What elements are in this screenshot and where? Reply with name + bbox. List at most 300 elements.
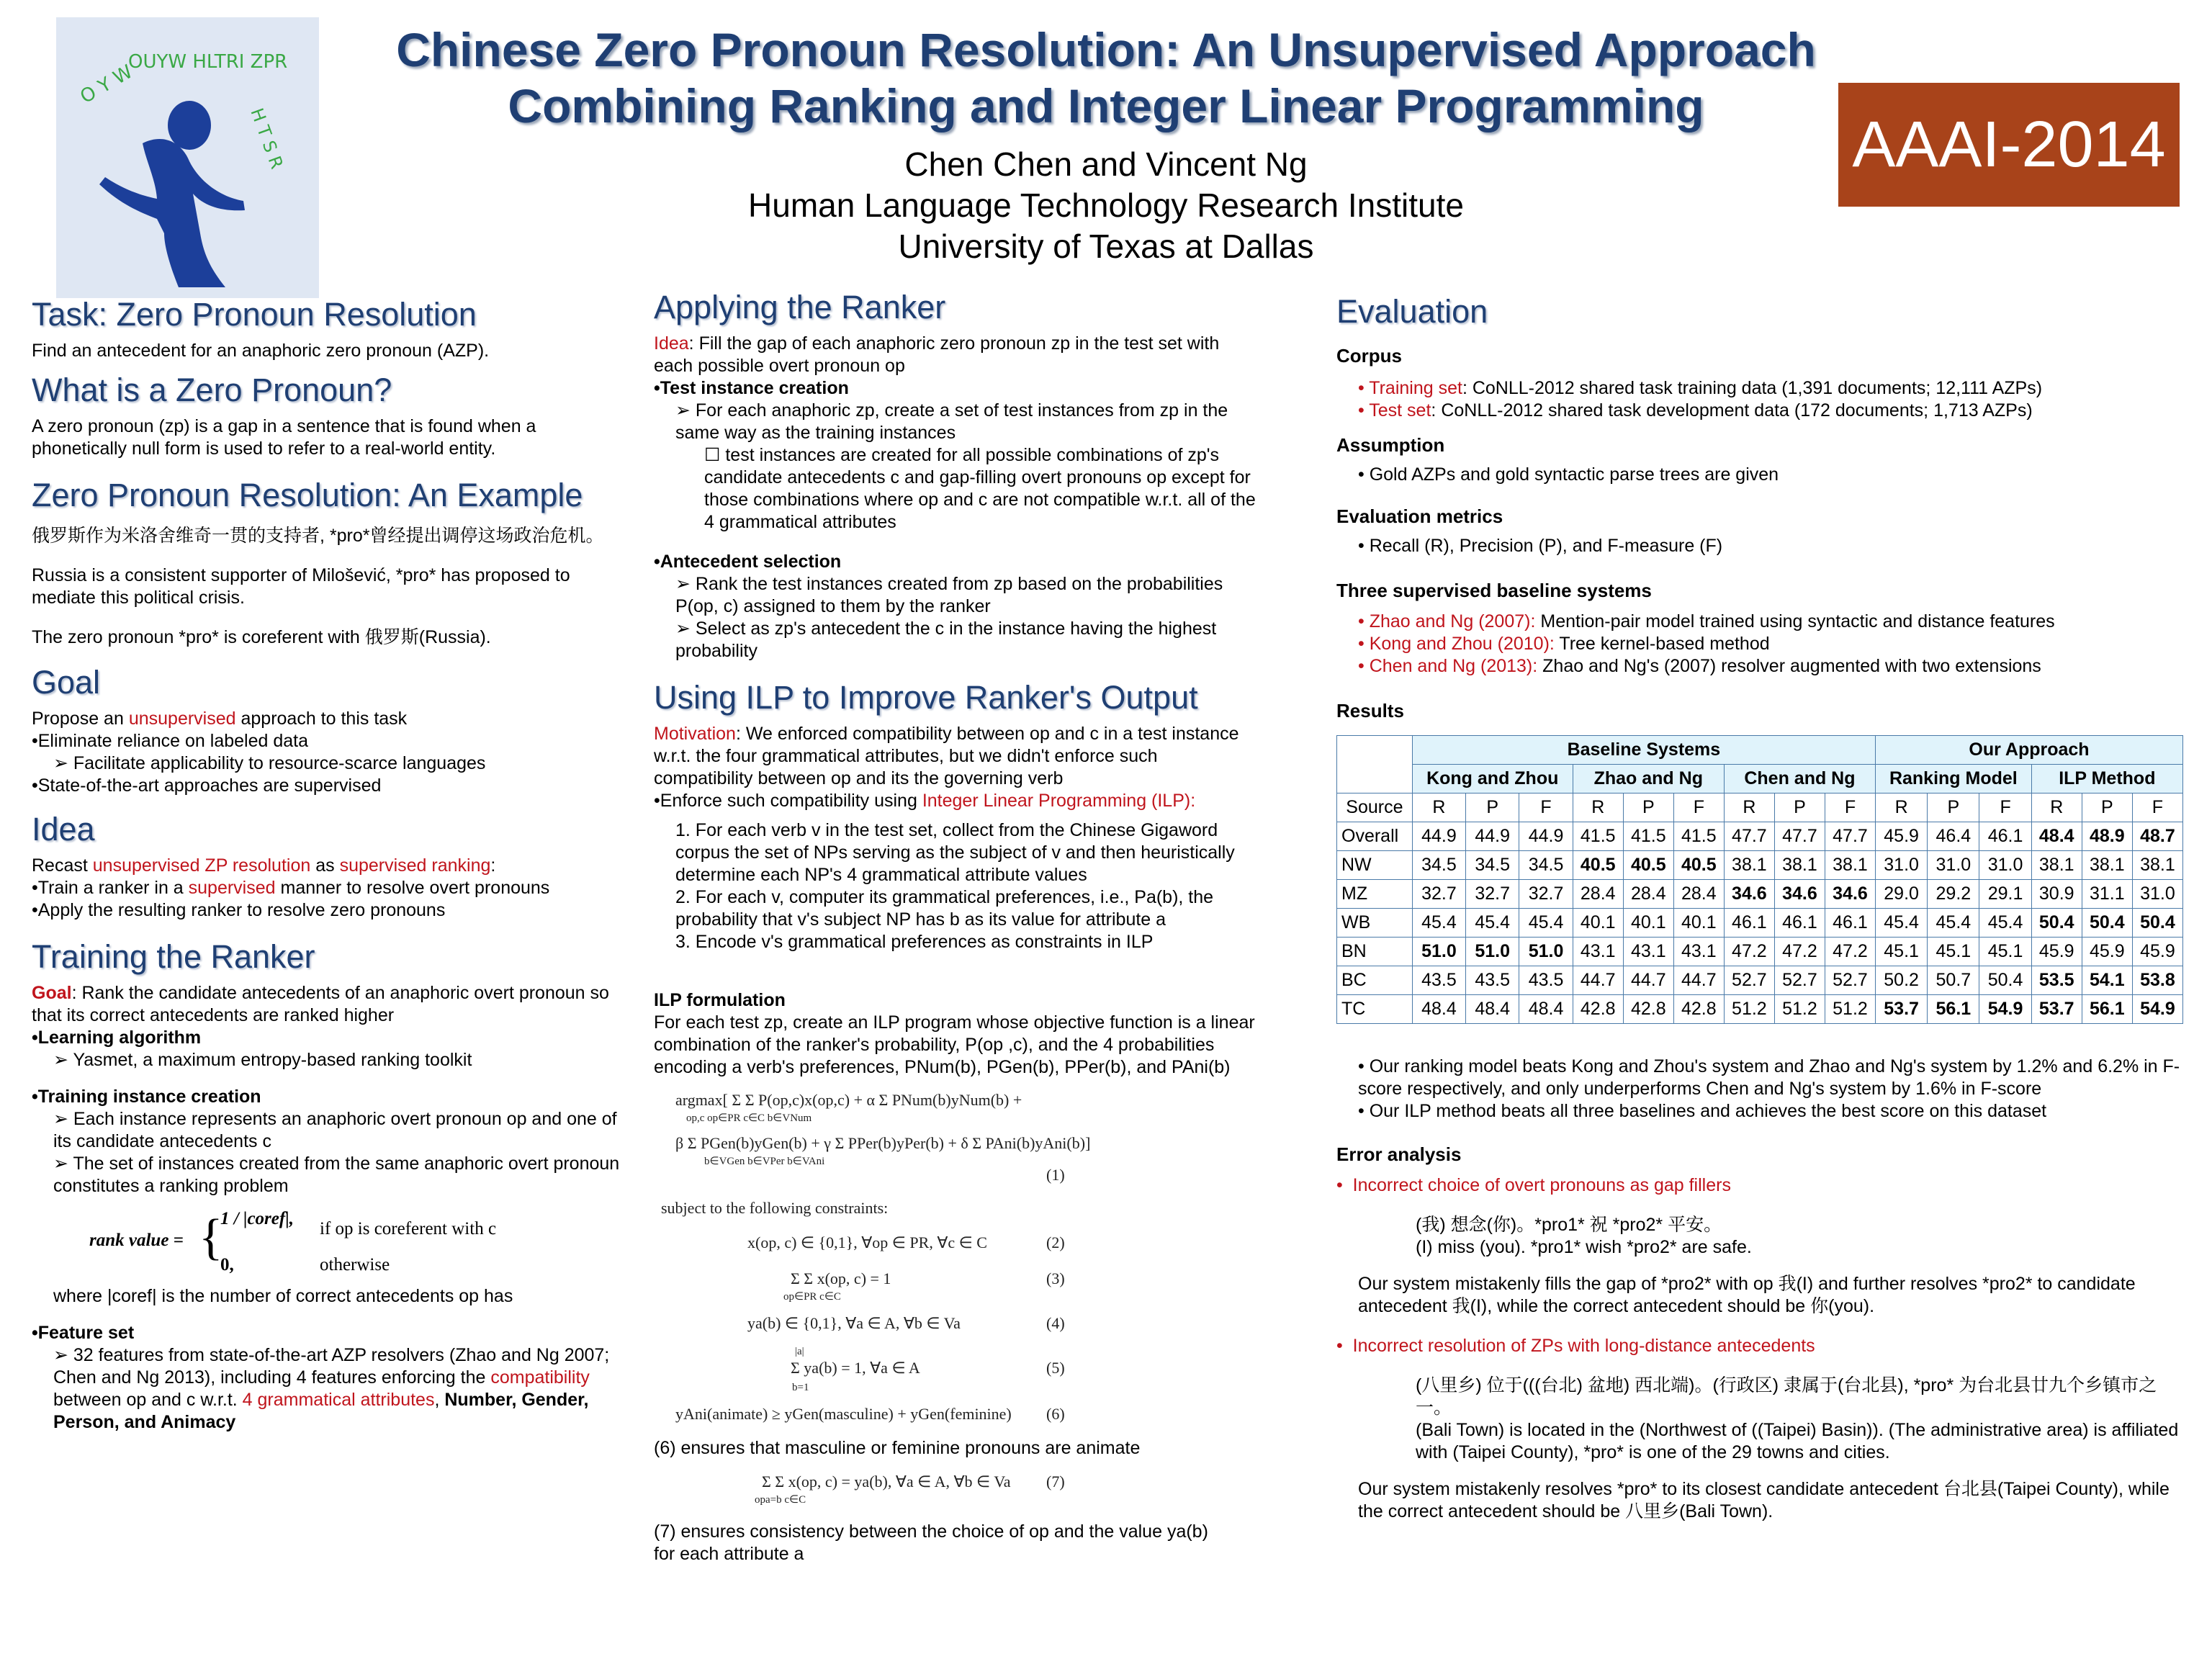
metric-header: P	[1623, 793, 1673, 822]
value-cell: 38.1	[1825, 851, 1875, 880]
value-cell: 42.8	[1673, 995, 1724, 1024]
feature-heading: •Feature set	[32, 1323, 135, 1343]
value-cell: 43.1	[1573, 938, 1623, 966]
source-header: Source	[1337, 793, 1413, 822]
value-cell: 46.1	[1724, 909, 1774, 938]
logo-letters: OUYW HLTRI ZPR	[128, 51, 288, 73]
source-cell: MZ	[1337, 880, 1413, 909]
value-cell: 50.4	[2082, 909, 2132, 938]
idea-mid: as	[310, 855, 340, 876]
value-cell: 45.9	[2031, 938, 2082, 966]
value-cell: 45.4	[1519, 909, 1573, 938]
goal-bullet-1: •Eliminate reliance on labeled data	[32, 731, 308, 751]
ilp-equations	[654, 1089, 1259, 1650]
metric-header: R	[1573, 793, 1623, 822]
idea-bullet-1	[32, 877, 622, 899]
test-instance-item-2-text: test instances are created for all possible combinations of zp's candidate antecedents c and gap-filling overt pronouns op except for those combinations where op and c are not compatible w.r.t. all of the 4 grammatical attributes	[704, 445, 1256, 532]
value-cell: 31.0	[1979, 851, 2031, 880]
table-row	[1337, 909, 2183, 938]
feature-red-2: 4 grammatical attributes	[242, 1390, 435, 1410]
value-cell: 51.2	[1774, 995, 1825, 1024]
corpus-heading: Corpus	[1336, 345, 1402, 367]
constraint-3: Σ Σ x(op, c) = 1	[791, 1269, 891, 1287]
training-heading: Training the Ranker	[32, 938, 315, 975]
value-cell: 47.2	[1774, 938, 1825, 966]
objective-line-1-sub: op,c op∈PR c∈C b∈VNum	[686, 1112, 812, 1124]
metric-header: P	[1928, 793, 1979, 822]
rank-cond-1: if op is coreferent with c	[320, 1219, 497, 1238]
objective-line-2-sub: b∈VGen b∈VPer b∈VAni	[704, 1156, 825, 1167]
metric-header: P	[1466, 793, 1519, 822]
objective-line-2: β Σ PGen(b)yGen(b) + γ Σ PPer(b)yPer(b) + δ Σ PAni(b)yAni(b)]	[675, 1134, 1091, 1152]
idea-line	[32, 855, 622, 877]
idea-pre: Recast	[32, 855, 93, 876]
metric-header: P	[1774, 793, 1825, 822]
value-cell: 28.4	[1573, 880, 1623, 909]
enforce-pre: •Enforce such compatibility using	[654, 791, 922, 811]
results-heading: Results	[1336, 700, 1404, 721]
antecedent-item-2: ➢ Select as zp's antecedent the c in the instance having the highest probability	[675, 619, 1217, 661]
antecedent-item-2-text: Select as zp's antecedent the c in the instance having the highest probability	[675, 619, 1217, 661]
ilp-heading: Using ILP to Improve Ranker's Output	[654, 679, 1198, 716]
value-cell: 48.4	[1412, 995, 1465, 1024]
table-corner	[1337, 736, 1413, 793]
value-cell: 41.5	[1573, 822, 1623, 851]
table-row	[1337, 995, 2183, 1024]
learning-heading: •Learning algorithm	[32, 1028, 202, 1048]
value-cell: 45.9	[2132, 938, 2182, 966]
table-row	[1337, 938, 2183, 966]
svg-text:H T S R: H T S R	[246, 105, 287, 172]
baseline-1-label: Zhao and Ng (2007):	[1369, 611, 1536, 631]
ours-group-header: Our Approach	[1876, 736, 2183, 765]
apply-idea-label: Idea	[654, 333, 689, 354]
value-cell: 40.1	[1673, 909, 1724, 938]
value-cell: 51.2	[1724, 995, 1774, 1024]
test-instance-item-1: ➢ For each anaphoric zp, create a set of test instances from zp in the same way as the training instances	[675, 400, 1228, 443]
value-cell: 50.2	[1876, 966, 1928, 995]
value-cell: 52.7	[1724, 966, 1774, 995]
value-cell: 53.5	[2031, 966, 2082, 995]
apply-idea-text: : Fill the gap of each anaphoric zero pronoun zp in the test set with each possible overt pronoun op	[654, 333, 1220, 376]
constraint-5-sup: |a|	[795, 1346, 804, 1357]
motivation-label: Motivation	[654, 724, 736, 744]
value-cell: 44.9	[1412, 822, 1465, 851]
value-cell: 34.5	[1519, 851, 1573, 880]
test-set-label: Test set	[1369, 400, 1431, 421]
observation-1: • Our ranking model beats Kong and Zhou's system and Zhao and Ng's system by 1.2% and 6.2% in F-score respectively, and only underperforms Chen and Ng's system by 1.6% in F-score	[1358, 1056, 2180, 1099]
motivation-text: : We enforced compatibility between op and c in a test instance w.r.t. the four grammatical attributes, but we didn't enforce such compatibility between op and its the governing verb	[654, 724, 1239, 788]
eq-num-3: (3)	[1046, 1269, 1065, 1287]
value-cell: 40.5	[1573, 851, 1623, 880]
training-goal-label: Goal	[32, 983, 72, 1003]
value-cell: 54.9	[2132, 995, 2182, 1024]
metric-header-row	[1337, 793, 2183, 822]
table-row	[1337, 880, 2183, 909]
value-cell: 47.7	[1724, 822, 1774, 851]
value-cell: 46.1	[1774, 909, 1825, 938]
error-2-label: Incorrect resolution of ZPs with long-distance antecedents	[1352, 1336, 1815, 1356]
baseline-2: • Kong and Zhou (2010): Tree kernel-based method	[1358, 634, 1770, 654]
value-cell: 30.9	[2031, 880, 2082, 909]
value-cell: 52.7	[1774, 966, 1825, 995]
result-rows	[1337, 822, 2183, 1024]
system-header: ILP Method	[2031, 765, 2182, 793]
feature-red-1: compatibility	[490, 1367, 590, 1388]
source-cell: WB	[1337, 909, 1413, 938]
antecedent-item-1: ➢ Rank the test instances created from zp based on the probabilities P(op, c) assigned to them by the ranker	[675, 574, 1223, 616]
assumption-heading: Assumption	[1336, 434, 1445, 456]
baseline-1: • Zhao and Ng (2007): Mention-pair model trained using syntactic and distance features	[1358, 611, 2055, 631]
value-cell: 43.5	[1412, 966, 1465, 995]
feature-mid: between op and c w.r.t.	[53, 1390, 243, 1410]
feature-end: ,	[434, 1390, 440, 1410]
note-7: (7) ensures consistency between the choice of op and the value ya(b) for each attribute a	[654, 1521, 1208, 1564]
baseline-2-text: Tree kernel-based method	[1554, 634, 1770, 654]
value-cell: 45.4	[1876, 909, 1928, 938]
ilp-step-1: 1. For each verb v in the test set, collect from the Chinese Gigaword corpus the set of NPs serving as the subject of v and then heuristically determine each NP's 4 grammatical attribute values	[675, 820, 1235, 885]
metric-header: F	[1825, 793, 1875, 822]
formulation-text: For each test zp, create an ILP program whose objective function is a linear combination of the ranker's probability, P(op ,c), and the 4 probabilities encoding a verb's preferences, PNum(b), PGen(b), PPer(b), and PAni(b)	[654, 1012, 1255, 1077]
value-cell: 48.9	[2082, 822, 2132, 851]
value-cell: 31.0	[1928, 851, 1979, 880]
idea-red-1: unsupervised ZP resolution	[92, 855, 311, 876]
goal-post: approach to this task	[235, 709, 408, 729]
task-heading: Task: Zero Pronoun Resolution	[32, 296, 477, 333]
ilp-step-3: 3. Encode v's grammatical preferences as constraints in ILP	[675, 932, 1154, 952]
constraint-2: x(op, c) ∈ {0,1}, ∀op ∈ PR, ∀c ∈ C	[747, 1233, 987, 1251]
error-1-english: (I) miss (you). *pro1* wish *pro2* are safe.	[1416, 1237, 1752, 1257]
value-cell: 38.1	[2031, 851, 2082, 880]
observation-1-text: Our ranking model beats Kong and Zhou's system and Zhao and Ng's system by 1.2% and 6.2% in F-score respectively, and only underperforms Chen and Ng's system by 1.6% in F-score	[1358, 1056, 2180, 1099]
value-cell: 53.7	[2031, 995, 2082, 1024]
value-cell: 42.8	[1623, 995, 1673, 1024]
title-line-2: Combining Ranking and Integer Linear Programming	[508, 79, 1704, 132]
apply-idea	[654, 333, 1259, 377]
metrics-text: • Recall (R), Precision (P), and F-measure (F)	[1358, 536, 1723, 556]
goal-bullet-2: •State-of-the-art approaches are supervised	[32, 775, 382, 796]
metric-header: R	[1412, 793, 1465, 822]
value-cell: 44.7	[1623, 966, 1673, 995]
value-cell: 40.5	[1673, 851, 1724, 880]
objective-line-1: argmax[ Σ Σ P(op,c)x(op,c) + α Σ PNum(b)yNum(b) +	[675, 1091, 1022, 1109]
error-2-chinese: (八里乡) 位于(((台北) 盆地) 西北端)。(行政区) 隶属于(台北县), *pro* 为台北县廿九个乡镇市之一。	[1416, 1375, 2157, 1418]
baseline-3: • Chen and Ng (2013): Zhao and Ng's (2007) resolver augmented with two extensions	[1358, 656, 2041, 676]
university: University of Texas at Dallas	[898, 228, 1314, 265]
eq-num-2: (2)	[1046, 1233, 1065, 1251]
value-cell: 56.1	[1928, 995, 1979, 1024]
value-cell: 50.4	[2031, 909, 2082, 938]
value-cell: 43.1	[1623, 938, 1673, 966]
value-cell: 46.4	[1928, 822, 1979, 851]
constraint-4: ya(b) ∈ {0,1}, ∀a ∈ A, ∀b ∈ Va	[747, 1314, 961, 1332]
table-row	[1337, 966, 2183, 995]
rank-formula	[32, 1202, 622, 1281]
value-cell: 45.1	[1876, 938, 1928, 966]
value-cell: 45.4	[1412, 909, 1465, 938]
what-text: A zero pronoun (zp) is a gap in a sentence that is found when a phonetically null form is used to refer to a real-world entity.	[32, 416, 536, 459]
error-2-english: (Bali Town) is located in the (Northwest of ((Taipei) Basin)). (The administrative area) is affiliated with (Taipei County), *pro* is one of the 29 towns and cities.	[1416, 1420, 2179, 1462]
value-cell: 34.6	[1825, 880, 1875, 909]
value-cell: 52.7	[1825, 966, 1875, 995]
value-cell: 44.9	[1519, 822, 1573, 851]
value-cell: 48.4	[2031, 822, 2082, 851]
goal-bullet-1a-text: Facilitate applicability to resource-scarce languages	[73, 753, 486, 773]
example-heading: Zero Pronoun Resolution: An Example	[32, 477, 583, 513]
idea-b1-pre: •Train a ranker in a	[32, 878, 189, 898]
task-text: Find an antecedent for an anaphoric zero pronoun (AZP).	[32, 341, 490, 361]
system-header: Ranking Model	[1876, 765, 2032, 793]
source-cell: BN	[1337, 938, 1413, 966]
value-cell: 29.1	[1979, 880, 2031, 909]
error-heading: Error analysis	[1336, 1143, 1462, 1165]
metric-header: R	[1876, 793, 1928, 822]
metric-header: P	[2082, 793, 2132, 822]
error-1-chinese: (我) 想念(你)。*pro1* 祝 *pro2* 平安。	[1416, 1215, 1722, 1235]
observation-2: • Our ILP method beats all three baselines and achieves the best score on this dataset	[1358, 1101, 2047, 1121]
goal-bullet-1a: ➢ Facilitate applicability to resource-scarce languages	[53, 753, 486, 773]
system-header: Kong and Zhou	[1412, 765, 1573, 793]
conference-badge: AAAI-2014	[1838, 83, 2180, 207]
value-cell: 41.5	[1673, 822, 1724, 851]
constraint-6: yAni(animate) ≥ yGen(masculine) + yGen(feminine)	[675, 1405, 1012, 1423]
note-6: (6) ensures that masculine or feminine pronouns are animate	[654, 1438, 1141, 1458]
value-cell: 32.7	[1519, 880, 1573, 909]
rank-case-1: 1 / |coref|,	[220, 1209, 294, 1228]
constraint-7: Σ Σ x(op, c) = ya(b), ∀a ∈ A, ∀b ∈ Va	[762, 1473, 1011, 1491]
value-cell: 32.7	[1466, 880, 1519, 909]
metric-header: F	[1673, 793, 1724, 822]
eq-num-7: (7)	[1046, 1473, 1065, 1491]
example-english: Russia is a consistent supporter of Milošević, *pro* has proposed to mediate this political crisis.	[32, 565, 570, 608]
constraint-3-sub: op∈PR c∈C	[783, 1291, 841, 1303]
table-row	[1337, 851, 2183, 880]
source-cell: Overall	[1337, 822, 1413, 851]
results-table	[1336, 735, 2183, 1024]
error-1-label: Incorrect choice of overt pronouns as gap fillers	[1352, 1175, 1731, 1195]
value-cell: 38.1	[2082, 851, 2132, 880]
eq-num-1: (1)	[1046, 1166, 1065, 1184]
value-cell: 43.1	[1673, 938, 1724, 966]
value-cell: 53.7	[1876, 995, 1928, 1024]
value-cell: 47.2	[1724, 938, 1774, 966]
idea-colon: :	[490, 855, 496, 876]
value-cell: 29.2	[1928, 880, 1979, 909]
learning-item: ➢ Yasmet, a maximum entropy-based ranking toolkit	[53, 1050, 472, 1070]
goal-red: unsupervised	[128, 709, 236, 729]
source-cell: NW	[1337, 851, 1413, 880]
rank-cond-2: otherwise	[320, 1255, 390, 1274]
value-cell: 44.9	[1466, 822, 1519, 851]
value-cell: 47.2	[1825, 938, 1875, 966]
institute: Human Language Technology Research Institute	[748, 186, 1464, 224]
rank-label: rank value =	[89, 1231, 184, 1250]
baseline-3-label: Chen and Ng (2013):	[1369, 656, 1538, 676]
observation-2-text: Our ILP method beats all three baselines and achieves the best score on this dataset	[1369, 1101, 2047, 1121]
metrics-heading: Evaluation metrics	[1336, 505, 1503, 527]
metric-header: R	[2031, 793, 2082, 822]
value-cell: 44.7	[1673, 966, 1724, 995]
value-cell: 31.0	[1876, 851, 1928, 880]
feature-item: ➢ 32 features from state-of-the-art AZP resolvers (Zhao and Ng 2007; Chen and Ng 2013), including 4 features enforcing the compatibility between op and c w.r.t. 4 grammatical attributes, Number, Gender, Person, and Animacy	[53, 1345, 610, 1432]
value-cell: 51.2	[1825, 995, 1875, 1024]
tic-item-1: ➢ Each instance represents an anaphoric overt pronoun op and one of its candidate antecedents c	[53, 1109, 617, 1151]
learning-item-text: Yasmet, a maximum entropy-based ranking toolkit	[73, 1050, 472, 1070]
value-cell: 51.0	[1412, 938, 1465, 966]
value-cell: 45.4	[1466, 909, 1519, 938]
value-cell: 50.7	[1928, 966, 1979, 995]
feature-text-1: 32 features from state-of-the-art AZP resolvers (Zhao and Ng 2007; Chen and Ng 2013), including 4 features enforcing the	[53, 1345, 610, 1388]
goal-heading: Goal	[32, 664, 101, 701]
formulation-heading: ILP formulation	[654, 990, 786, 1010]
table-row	[1337, 822, 2183, 851]
metric-header: F	[2132, 793, 2182, 822]
baseline-3-text: Zhao and Ng's (2007) resolver augmented with two extensions	[1537, 656, 2041, 676]
left-column	[32, 295, 622, 1434]
value-cell: 44.7	[1573, 966, 1623, 995]
metric-header: R	[1724, 793, 1774, 822]
error-2-note: Our system mistakenly resolves *pro* to its closest candidate antecedent 台北县(Taipei County), while the correct antecedent should be 八里乡(Bali Town).	[1358, 1479, 2170, 1521]
value-cell: 32.7	[1412, 880, 1465, 909]
value-cell: 53.8	[2132, 966, 2182, 995]
value-cell: 45.4	[1928, 909, 1979, 938]
metric-header: F	[1979, 793, 2031, 822]
value-cell: 31.1	[2082, 880, 2132, 909]
value-cell: 34.5	[1412, 851, 1465, 880]
antecedent-heading: •Antecedent selection	[654, 552, 842, 572]
test-set-text: : CoNLL-2012 shared task development data (172 documents; 1,713 AZPs)	[1431, 400, 2033, 421]
value-cell: 51.0	[1519, 938, 1573, 966]
evaluation-heading: Evaluation	[1336, 293, 1488, 330]
tic-item-1-text: Each instance represents an anaphoric overt pronoun op and one of its candidate antecedents c	[53, 1109, 617, 1151]
value-cell: 48.4	[1519, 995, 1573, 1024]
value-cell: 46.1	[1979, 822, 2031, 851]
value-cell: 28.4	[1673, 880, 1724, 909]
value-cell: 34.6	[1774, 880, 1825, 909]
idea-b1-red: supervised	[188, 878, 276, 898]
eq-num-5: (5)	[1046, 1359, 1065, 1377]
value-cell: 47.7	[1774, 822, 1825, 851]
value-cell: 40.1	[1623, 909, 1673, 938]
goal-pre: Propose an	[32, 709, 129, 729]
svg-text:O Y W: O Y W	[76, 60, 137, 109]
ilp-step-2: 2. For each v, computer its grammatical preferences, i.e., Pa(b), the probability that v's subject NP has b as its value for attribute a	[675, 887, 1214, 930]
value-cell: 40.5	[1623, 851, 1673, 880]
tic-item-2: ➢ The set of instances created from the same anaphoric overt pronoun constitutes a ranking problem	[53, 1154, 620, 1196]
enforce-red: Integer Linear Programming (ILP):	[922, 791, 1196, 811]
value-cell: 45.9	[2082, 938, 2132, 966]
eq-num-4: (4)	[1046, 1314, 1065, 1332]
idea-heading: Idea	[32, 811, 95, 848]
value-cell: 50.4	[2132, 909, 2182, 938]
baseline-2-label: Kong and Zhou (2010):	[1369, 634, 1555, 654]
value-cell: 50.4	[1979, 966, 2031, 995]
value-cell: 38.1	[2132, 851, 2182, 880]
baseline-1-text: Mention-pair model trained using syntactic and distance features	[1535, 611, 2055, 631]
assumption-text-value: Gold AZPs and gold syntactic parse trees are given	[1369, 464, 1779, 485]
source-cell: BC	[1337, 966, 1413, 995]
value-cell: 47.7	[1825, 822, 1875, 851]
training-set-text: : CoNLL-2012 shared task training data (1,391 documents; 12,111 AZPs)	[1462, 378, 2043, 398]
antecedent-item-1-text: Rank the test instances created from zp based on the probabilities P(op, c) assigned to them by the ranker	[675, 574, 1223, 616]
error-1-heading: • Incorrect choice of overt pronouns as gap fillers	[1336, 1175, 1731, 1195]
idea-bullet-2: •Apply the resulting ranker to resolve zero pronouns	[32, 900, 446, 920]
test-instance-item-1-text: For each anaphoric zp, create a set of test instances from zp in the same way as the training instances	[675, 400, 1228, 443]
feature-attrs: Number, Gender, Person, and Animacy	[53, 1390, 589, 1432]
training-set: • Training set: CoNLL-2012 shared task training data (1,391 documents; 12,111 AZPs)	[1358, 378, 2043, 398]
system-header: Chen and Ng	[1724, 765, 1875, 793]
value-cell: 40.1	[1573, 909, 1623, 938]
value-cell: 43.5	[1519, 966, 1573, 995]
value-cell: 45.1	[1979, 938, 2031, 966]
value-cell: 29.0	[1876, 880, 1928, 909]
title-line-1: Chinese Zero Pronoun Resolution: An Unsupervised Approach	[396, 23, 1816, 76]
value-cell: 48.7	[2132, 822, 2182, 851]
value-cell: 56.1	[2082, 995, 2132, 1024]
assumption-text: • Gold AZPs and gold syntactic parse trees are given	[1358, 464, 1779, 485]
value-cell: 38.1	[1774, 851, 1825, 880]
example-note: The zero pronoun *pro* is coreferent with 俄罗斯(Russia).	[32, 627, 491, 647]
baselines-heading: Three supervised baseline systems	[1336, 580, 1652, 601]
idea-b1-post: manner to resolve overt pronouns	[275, 878, 550, 898]
value-cell: 45.4	[1979, 909, 2031, 938]
subject-to: subject to the following constraints:	[661, 1199, 889, 1217]
constraint-5-sub: b=1	[792, 1382, 809, 1393]
value-cell: 34.5	[1466, 851, 1519, 880]
value-cell: 28.4	[1623, 880, 1673, 909]
value-cell: 48.4	[1466, 995, 1519, 1024]
motivation	[654, 723, 1259, 790]
brace-icon: {	[199, 1210, 223, 1265]
authors: Chen Chen and Vincent Ng	[904, 145, 1308, 183]
rank-note: where |coref| is the number of correct antecedents op has	[53, 1286, 513, 1306]
rank-case-2: 0,	[220, 1255, 234, 1274]
eq-num-6: (6)	[1046, 1405, 1065, 1423]
goal-line	[32, 708, 622, 730]
training-goal-text: : Rank the candidate antecedents of an anaphoric overt pronoun so that its correct antecedents are ranked higher	[32, 983, 609, 1025]
metrics-text-value: Recall (R), Precision (P), and F-measure (F)	[1369, 536, 1723, 556]
metric-header: F	[1519, 793, 1573, 822]
training-goal	[32, 982, 622, 1027]
value-cell: 45.1	[1928, 938, 1979, 966]
apply-heading: Applying the Ranker	[654, 289, 946, 325]
enforce-line	[654, 790, 1259, 812]
what-heading: What is a Zero Pronoun?	[32, 372, 392, 408]
value-cell: 51.0	[1466, 938, 1519, 966]
value-cell: 46.1	[1825, 909, 1875, 938]
right-column	[1336, 292, 2186, 1523]
constraint-5: Σ ya(b) = 1, ∀a ∈ A	[791, 1359, 920, 1377]
value-cell: 34.6	[1724, 880, 1774, 909]
tic-item-2-text: The set of instances created from the same anaphoric overt pronoun constitutes a ranking problem	[53, 1154, 620, 1196]
value-cell: 42.8	[1573, 995, 1623, 1024]
training-set-label: Training set	[1369, 378, 1462, 398]
example-chinese: 俄罗斯作为米洛舍维奇一贯的支持者, *pro*曾经提出调停这场政治危机。	[32, 526, 604, 546]
value-cell: 54.9	[1979, 995, 2031, 1024]
value-cell: 45.9	[1876, 822, 1928, 851]
error-2-heading: • Incorrect resolution of ZPs with long-distance antecedents	[1336, 1336, 1815, 1356]
idea-red-2: supervised ranking	[339, 855, 491, 876]
error-1-note: Our system mistakenly fills the gap of *pro2* with op 我(I) and further resolves *pro2* to candidate antecedent 我(I), while the correct antecedent should be 你(you).	[1358, 1274, 2136, 1316]
value-cell: 54.1	[2082, 966, 2132, 995]
value-cell: 31.0	[2132, 880, 2182, 909]
tic-heading: •Training instance creation	[32, 1087, 261, 1107]
test-set: • Test set: CoNLL-2012 shared task development data (172 documents; 1,713 AZPs)	[1358, 400, 2033, 421]
value-cell: 38.1	[1724, 851, 1774, 880]
test-instance-heading: •Test instance creation	[654, 378, 849, 398]
source-cell: TC	[1337, 995, 1413, 1024]
system-header: Zhao and Ng	[1573, 765, 1724, 793]
